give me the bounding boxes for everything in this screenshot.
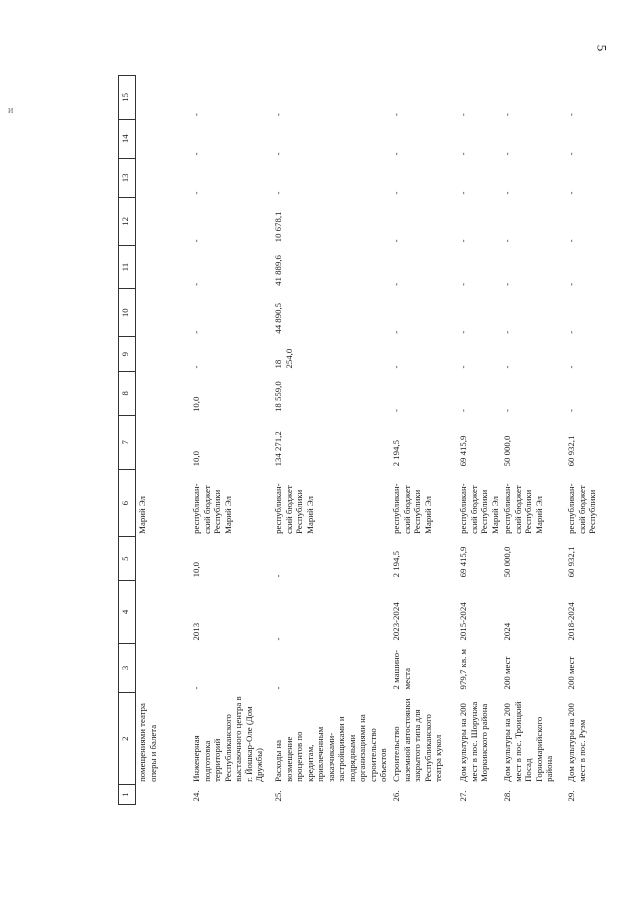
table-cell xyxy=(136,158,191,197)
table-cell xyxy=(136,580,191,643)
rotated-table-wrapper xyxy=(118,75,598,805)
table-cell: 41 889,6 xyxy=(273,255,283,286)
table-cell: - xyxy=(502,330,513,334)
column-header: 13 xyxy=(119,158,136,197)
table-cell: - xyxy=(566,152,577,156)
column-header: 2 xyxy=(119,692,136,784)
table-cell xyxy=(136,372,191,416)
table-cell: республикан-ский бюджет Республики xyxy=(566,483,598,534)
table-cell: республикан-ский бюджет Республики Марий Эл xyxy=(458,483,500,534)
table-cell: 26. xyxy=(391,790,402,802)
table-cell: - xyxy=(566,365,577,369)
column-header: 7 xyxy=(119,415,136,469)
table-cell: - xyxy=(191,686,201,690)
table-cell: 2015-2024 xyxy=(458,602,469,641)
table-cell: 2 194,5 xyxy=(391,551,402,578)
table-cell: 18 559,0 xyxy=(273,381,283,413)
table-cell xyxy=(136,197,191,245)
table-cell xyxy=(136,289,191,337)
table-row xyxy=(190,76,272,805)
table-cell: - xyxy=(458,239,469,243)
table-cell: - xyxy=(502,239,513,243)
table-cell: - xyxy=(191,282,201,286)
table-cell: - xyxy=(458,330,469,334)
table-cell xyxy=(136,245,191,289)
table-row xyxy=(501,76,565,805)
table-cell: - xyxy=(273,686,283,690)
table-cell xyxy=(136,337,191,372)
table-cell: - xyxy=(191,113,201,117)
table-cell xyxy=(136,119,191,158)
table-cell: 69 415,9 xyxy=(458,435,469,467)
table-cell: 10,0 xyxy=(191,451,201,467)
table-cell xyxy=(136,643,191,692)
table-cell: 2 машино-места xyxy=(391,649,412,690)
table-row xyxy=(390,76,457,805)
table-cell: 200 мест xyxy=(566,656,577,690)
table-cell: - xyxy=(191,191,201,195)
table-row xyxy=(457,76,501,805)
column-header: 10 xyxy=(119,289,136,337)
table-cell: - xyxy=(458,191,469,195)
table-cell: - xyxy=(391,409,402,413)
table-cell: - xyxy=(502,282,513,286)
table-cell: 28. xyxy=(502,790,513,802)
table-cell xyxy=(136,415,191,469)
table-cell: - xyxy=(391,191,402,195)
table-cell: республикан-ский бюджет Республики Марий Эл xyxy=(502,483,544,534)
table-cell: Дом культуры на 200 мест в пос. Руэм xyxy=(566,703,587,782)
table-cell: Инженерная подготовка территорий Республиканского выставочного центра в г. Йошкар-Оле (Дом Дружбы) xyxy=(191,696,265,782)
table-cell: - xyxy=(566,282,577,286)
table-cell: Дом культуры на 200 мест в пос. Шорунжа Моркинского района xyxy=(458,701,490,782)
table-row xyxy=(565,76,617,805)
table-cell: 10 678,1 xyxy=(273,211,283,243)
table-row xyxy=(136,76,191,805)
table-cell: - xyxy=(502,365,513,369)
table-cell: - xyxy=(502,113,513,117)
table-cell: Строительство наземной автостоянки закрытого типа для Республиканского театра кукол xyxy=(391,698,444,782)
table-cell: - xyxy=(566,330,577,334)
table-cell: 2 194,5 xyxy=(391,440,402,467)
table-cell: - xyxy=(391,113,402,117)
column-header: 12 xyxy=(119,197,136,245)
table-cell: - xyxy=(502,191,513,195)
table-cell: 18 254,0 xyxy=(273,348,294,369)
table-cell: - xyxy=(191,152,201,156)
table-cell: - xyxy=(566,409,577,413)
table-cell: 2018-2024 xyxy=(566,602,577,641)
column-header: 4 xyxy=(119,580,136,643)
table-cell: - xyxy=(458,282,469,286)
table-cell xyxy=(136,537,191,581)
table-cell: - xyxy=(273,574,283,578)
table-cell: - xyxy=(502,409,513,413)
table-cell: - xyxy=(273,191,283,195)
table-cell: республикан-ский бюджет Республики Марий Эл xyxy=(273,483,315,534)
table-cell: - xyxy=(391,282,402,286)
table-cell: - xyxy=(273,637,283,641)
table-cell: - xyxy=(566,239,577,243)
page-number: 5 xyxy=(594,44,610,52)
table-row xyxy=(272,76,390,805)
table-cell: помещениями театра оперы и балета xyxy=(137,703,158,782)
table-cell: - xyxy=(191,365,201,369)
table-cell: 134 271,2 xyxy=(273,431,283,467)
table-cell: - xyxy=(458,365,469,369)
table-cell: 44 890,5 xyxy=(273,302,283,334)
table-cell: 29. xyxy=(566,790,577,802)
header-row xyxy=(119,76,136,805)
table-cell: 200 мест xyxy=(502,656,513,690)
table-cell: - xyxy=(458,113,469,117)
column-header: 6 xyxy=(119,469,136,536)
table-cell: 50 000,0 xyxy=(502,546,513,578)
table-cell: - xyxy=(273,152,283,156)
table-cell: Дом культуры на 200 мест в пос. Троицкий Посад Горномарийского района xyxy=(502,701,555,782)
table-cell: - xyxy=(191,239,201,243)
table-cell: - xyxy=(458,152,469,156)
table-cell: - xyxy=(273,113,283,117)
table-cell: 10,0 xyxy=(191,561,201,578)
table-cell: 50 000,0 xyxy=(502,435,513,467)
column-header: 5 xyxy=(119,537,136,581)
column-header: 14 xyxy=(119,119,136,158)
table-cell: 10,0 xyxy=(191,396,201,413)
table-cell: 2023-2024 xyxy=(391,602,402,641)
table-cell: - xyxy=(391,330,402,334)
table-cell: республикан-ский бюджет Республики Марий Эл xyxy=(391,483,433,534)
table-cell: 60 932,1 xyxy=(566,435,577,467)
table-cell xyxy=(136,785,191,805)
table-cell: 25. xyxy=(273,790,283,802)
table-cell: 69 415,9 xyxy=(458,546,469,578)
table-cell: республикан-ский бюджет Республики Марий Эл xyxy=(191,483,233,534)
column-header: 3 xyxy=(119,643,136,692)
table-cell: - xyxy=(391,365,402,369)
table-cell: - xyxy=(391,152,402,156)
table-cell: Марий Эл xyxy=(137,496,147,534)
table-cell: - xyxy=(566,191,577,195)
budget-table xyxy=(118,75,617,805)
column-header: 9 xyxy=(119,337,136,372)
table-cell: - xyxy=(191,330,201,334)
column-header: 1 xyxy=(119,785,136,805)
table-cell: - xyxy=(391,239,402,243)
table-cell: - xyxy=(566,113,577,117)
column-header: 8 xyxy=(119,372,136,416)
table-cell: 27. xyxy=(458,790,469,802)
column-header: 15 xyxy=(119,76,136,120)
table-cell: - xyxy=(502,152,513,156)
table-cell: - xyxy=(458,409,469,413)
column-header: 11 xyxy=(119,245,136,289)
table-cell: 24. xyxy=(191,790,201,802)
margin-mark: и xyxy=(8,105,14,116)
table-cell xyxy=(136,76,191,120)
table-cell: 60 932,1 xyxy=(566,546,577,578)
table-cell: 2024 xyxy=(502,622,513,641)
table-cell: 2013 xyxy=(191,622,201,641)
table-cell: 979,7 кв. м xyxy=(458,649,469,690)
table-cell: Расходы на возмещение процентов по кредитам, привлеченным заказчиками-застройщиками и подрядными организациями на строительство объектов xyxy=(273,714,389,782)
